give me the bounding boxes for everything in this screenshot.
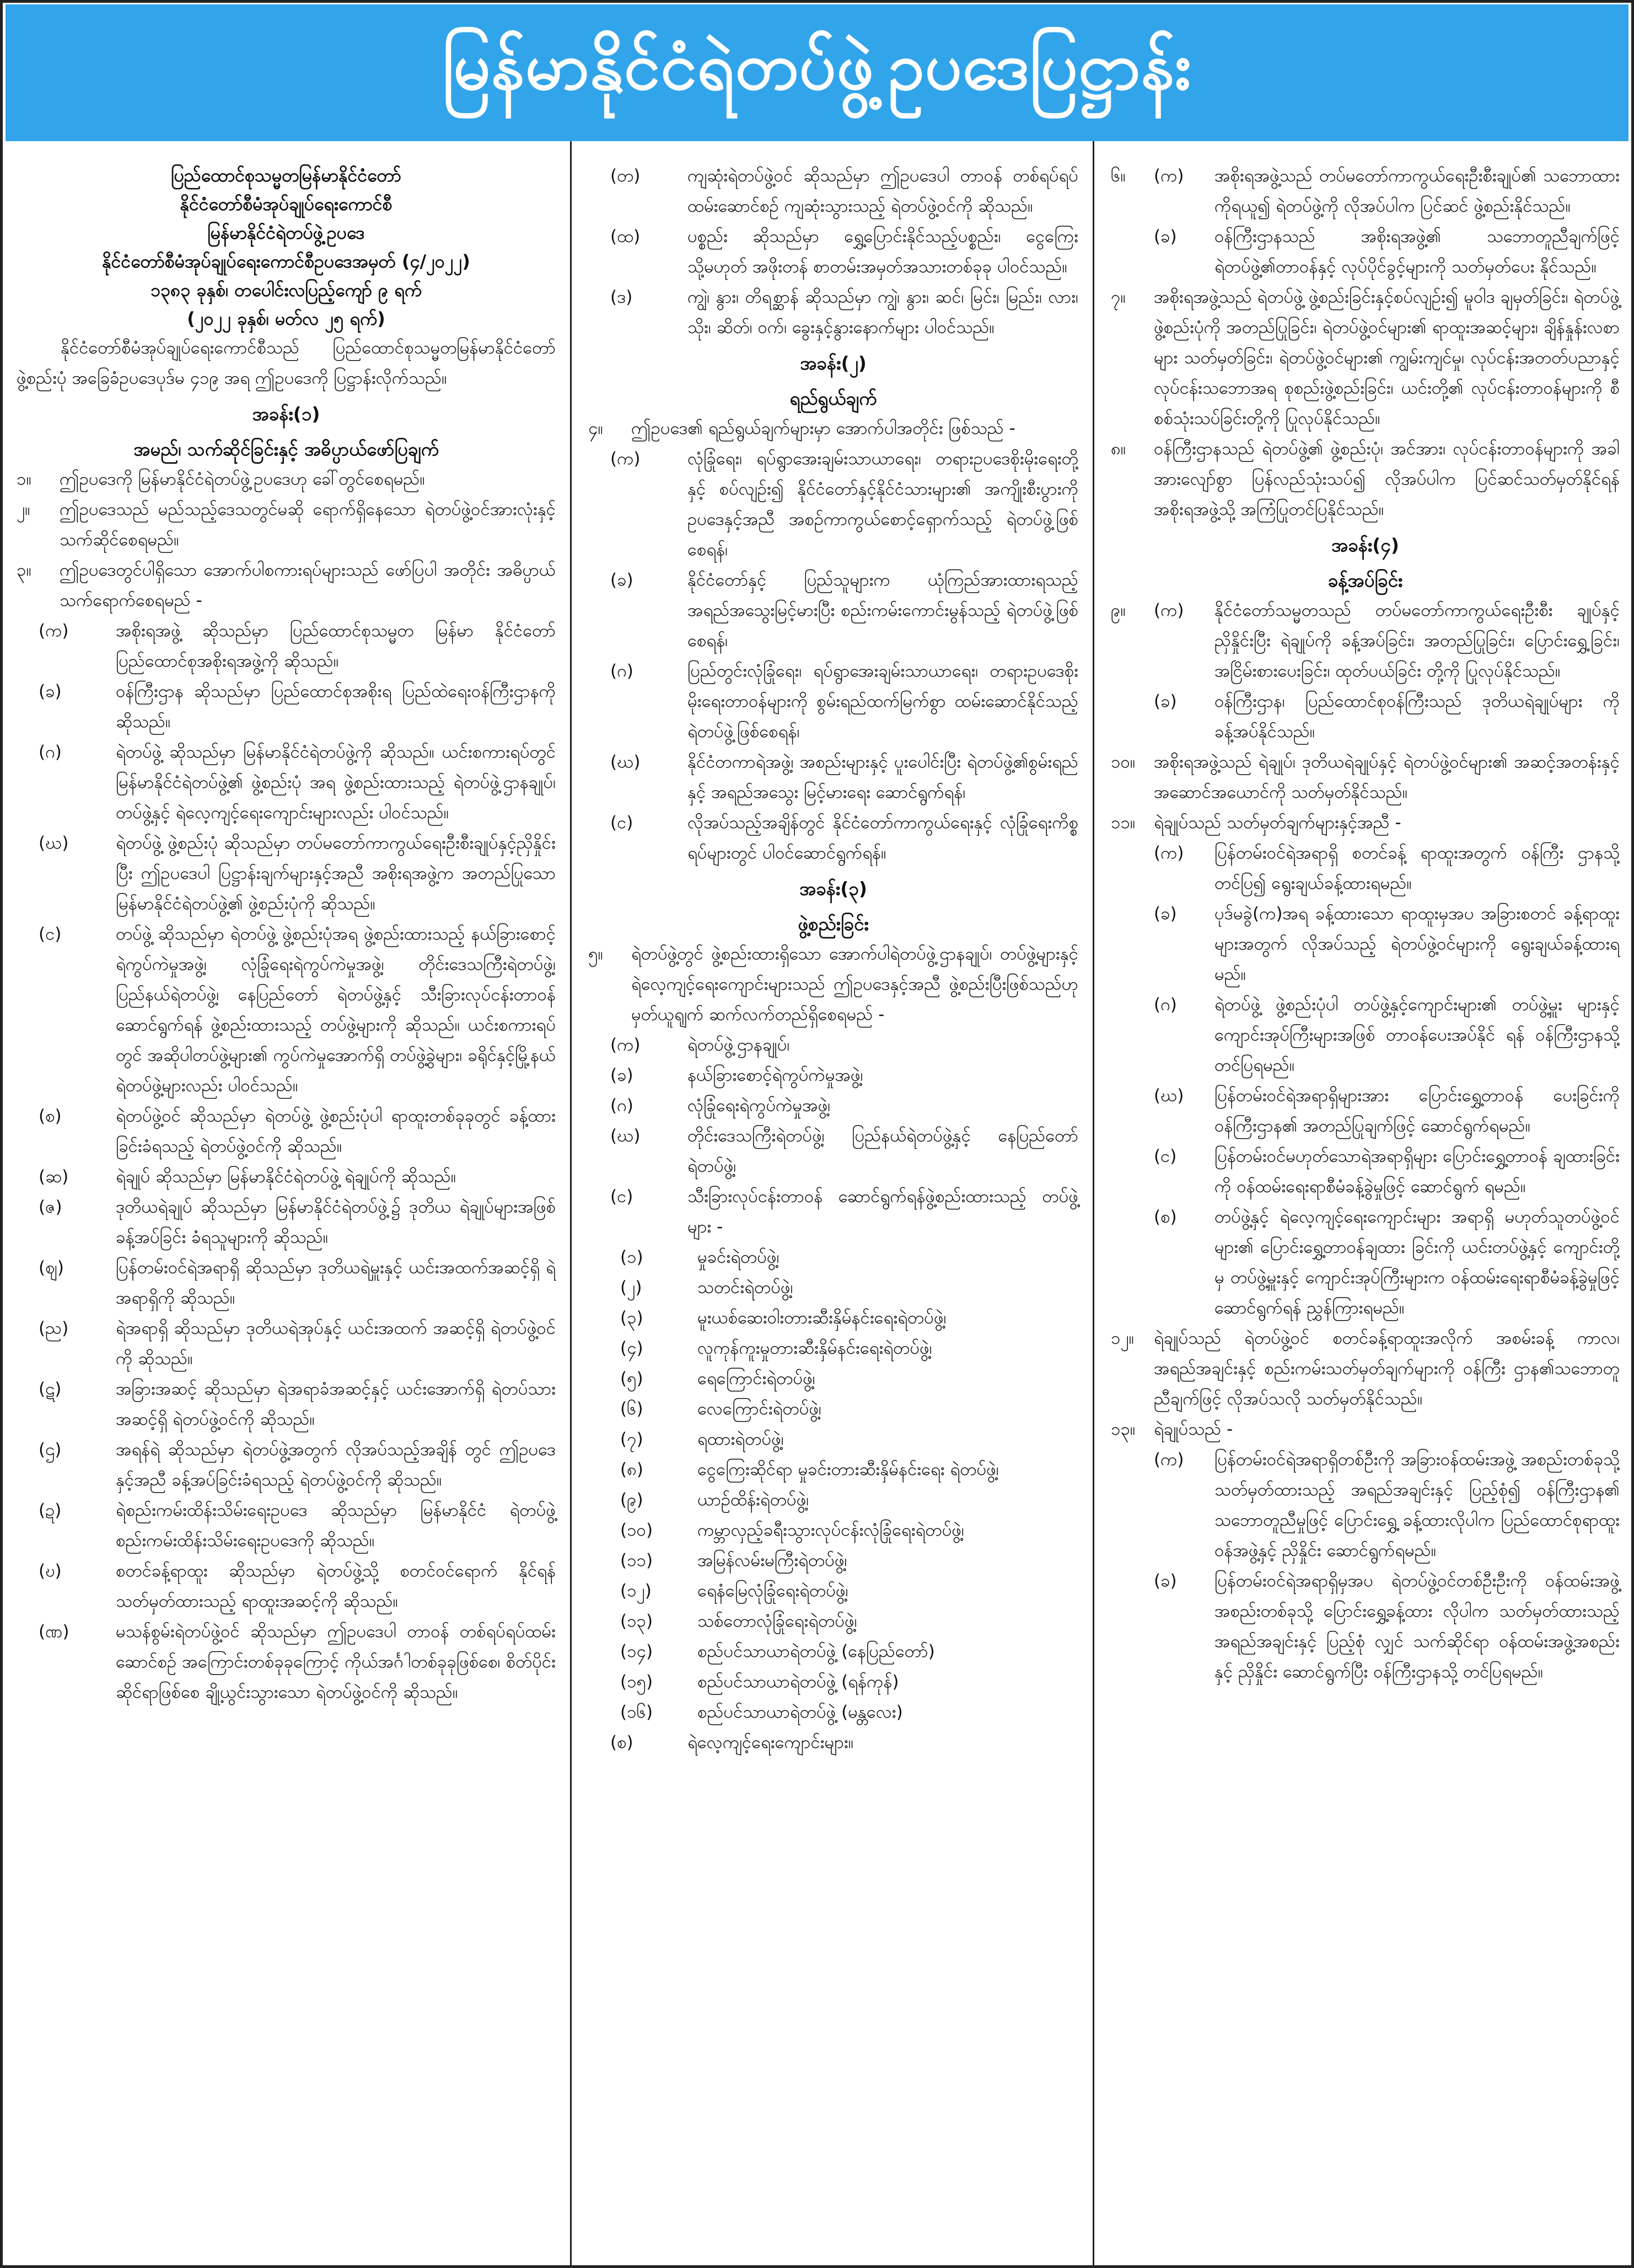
- item-text: ဒုတိယရဲချုပ် ဆိုသည်မှာ မြန်မာနိုင်ငံရဲတပ်ဖွဲ့၌ ဒုတိယ ရဲချုပ်များအဖြစ် ခန့်အပ်ခြင်း ခံရသူများကို ဆိုသည်။: [116, 1197, 556, 1247]
- item-label: (ဍ): [39, 1500, 62, 1520]
- unit-item: [588, 1394, 1078, 1424]
- item-label: (ဃ): [610, 1126, 641, 1146]
- chapter-4-title: ခန့်အပ်ခြင်း: [1327, 570, 1403, 591]
- unit-item: [588, 1515, 1078, 1546]
- definition-item: [17, 828, 556, 919]
- definition-item: [17, 1101, 556, 1162]
- section-number: ၂။: [17, 500, 30, 519]
- item-label: (ဃ): [1154, 1086, 1184, 1106]
- item-text: ပြည်တွင်းလုံခြုံရေး၊ ရပ်ရွာအေးချမ်းသာယာရေး၊ တရားဥပဒေစိုးမိုးရေးတာဝန်များကို စွမ်းရည်ထက်မြက်စွာ ထမ်းဆောင်နိုင်သည့် ရဲတပ်ဖွဲ့ဖြစ်စေရန်၊: [687, 661, 1078, 742]
- item-label: (ခ): [1154, 1571, 1177, 1591]
- definition-item: [17, 1313, 556, 1374]
- item-text: ဝန်ကြီးဌာန၊ ပြည်ထောင်စုဝန်ကြီးသည် ဒုတိယရဲချုပ်များ ကို ခန့်အပ်နိုင်သည်။: [1214, 691, 1620, 742]
- item-text: နိုင်ငံတော်နှင့် ပြည်သူများက ယုံကြည်အားထားရသည့် အရည်အသွေးမြင့်မားပြီး စည်းကမ်းကောင်းမွန်သည့် ရဲတပ်ဖွဲ့ဖြစ်စေရန်၊: [687, 570, 1078, 651]
- item-text: ရထားရဲတပ်ဖွဲ့၊: [697, 1429, 784, 1449]
- section-10: [1111, 747, 1620, 808]
- section-6-item: [1111, 222, 1620, 282]
- item-text: စတင်ခန့်ရာထူး ဆိုသည်မှာ ရဲတပ်ဖွဲ့သို့ စတင်ဝင်ရောက် နိုင်ရန် သတ်မှတ်ထားသည့် ရာထူးအဆင့်ကို ဆိုသည်။: [116, 1561, 556, 1611]
- unit-item: [588, 1333, 1078, 1364]
- header-line-5: ၁၃၈၃ ခုနှစ်၊ တပေါင်းလပြည့်ကျော် ၉ ရက်: [150, 280, 422, 301]
- definition-item: [17, 1192, 556, 1253]
- section-8: [1111, 434, 1620, 525]
- item-text: ငွေကြေးဆိုင်ရာ မှုခင်းတားဆီးနှိမ်နင်းရေး ရဲတပ်ဖွဲ့၊: [697, 1460, 999, 1479]
- section-number: ၃။: [17, 560, 31, 580]
- item-label: (ဂ): [610, 1096, 633, 1116]
- header-line-6: (၂၀၂၂ ခုနှစ်၊ မတ်လ ၂၅ ရက်): [187, 308, 385, 329]
- structure-item: [588, 1182, 1078, 1242]
- section-number: ၁။: [17, 469, 31, 489]
- column-2: [570, 141, 1093, 2265]
- item-label: (ဎ): [39, 1561, 62, 1581]
- item-label: (ဏ): [39, 1622, 69, 1642]
- item-label: (ဆ): [39, 1167, 69, 1187]
- section-11: [1111, 808, 1620, 838]
- section-2: [17, 495, 556, 555]
- section-number: ၉။: [1111, 600, 1126, 620]
- section-4: [588, 414, 1078, 444]
- definition-item: [17, 1435, 556, 1495]
- item-text: လေကြောင်းရဲတပ်ဖွဲ့၊: [697, 1399, 821, 1419]
- section-9: [1111, 596, 1620, 687]
- item-label: (ခ): [1154, 691, 1177, 711]
- header-line-4: နိုင်ငံတော်စီမံအုပ်ချုပ်ရေးကောင်စီဥပဒေအမှတ် (၄/၂၀၂၂): [102, 251, 470, 272]
- item-text: တပ်ဖွဲ့နှင့် ရဲလေ့ကျင့်ရေးကျောင်းများ အရာရှိ မဟုတ်သူတပ်ဖွဲ့ဝင်များ၏ ပြောင်းရွှေ့တာဝန်ချထား ခြင်းကို ယင်းတပ်ဖွဲ့နှင့် ကျောင်းတို့မှ တပ်ဖွဲ့မှူးနှင့် ကျောင်းအုပ်ကြီးများက ဝန်ထမ်းရေးရာစီမံခန့်ခွဲမှုဖြင့် ဆောင်ရွက်ရန် ညွှန်ကြားရမည်။: [1214, 1207, 1620, 1318]
- unit-item: [588, 1667, 1078, 1697]
- item-text: သတင်းရဲတပ်ဖွဲ့၊: [697, 1278, 793, 1297]
- item-text: သီးခြားလုပ်ငန်းတာဝန် ဆောင်ရွက်ရန်ဖွဲ့စည်းထားသည့် တပ်ဖွဲ့များ -: [687, 1187, 1078, 1237]
- definition-item: [17, 919, 556, 1101]
- item-label: (၁၀): [620, 1520, 653, 1540]
- item-label: (က): [610, 449, 641, 469]
- item-label: (၈): [620, 1460, 643, 1479]
- item-text: စည်ပင်သာယာရဲတပ်ဖွဲ့ (နေပြည်တော်): [697, 1642, 935, 1661]
- item-label: (၃): [620, 1308, 643, 1328]
- intro-paragraph: နိုင်ငံတော်စီမံအုပ်ချုပ်ရေးကောင်စီသည် ပြည်ထောင်စုသမ္မတမြန်မာနိုင်ငံတော် ဖွဲ့စည်းပုံ အခြေခံဥပဒေပုဒ်မ ၄၁၉ အရ ဤဥပဒေကို ပြဋ္ဌာန်းလိုက်သည်။: [17, 338, 556, 388]
- definition-item: [17, 1556, 556, 1617]
- section-number: ၈။: [1111, 439, 1126, 459]
- item-text: မှုခင်းရဲတပ်ဖွဲ့၊: [697, 1247, 780, 1267]
- item-text: ပြန်တမ်းဝင်ရဲအရာရှိမှအပ ရဲတပ်ဖွဲ့ဝင်တစ်ဦးဦးကို ဝန်ထမ်းအဖွဲ့အစည်းတစ်ခုသို့ ပြောင်းရွှေ့ခန့်ထား လိုပါက သတ်မှတ်ထားသည့် အရည်အချင်းနှင့် ပြည့်စုံ လျှင် သက်ဆိုင်ရာ ဝန်ထမ်းအဖွဲ့အစည်းနှင့် ညှိနှိုင်း ဆောင်ရွက်ပြီး ဝန်ကြီးဌာနသို့ တင်ပြရမည်။: [1214, 1571, 1620, 1682]
- item-label: (စ): [610, 1733, 633, 1752]
- item-text: လုံခြုံရေးရဲကွပ်ကဲမှုအဖွဲ့၊: [687, 1096, 831, 1116]
- section-number: ၆။: [1111, 166, 1126, 186]
- section-number: ၁၀။: [1111, 752, 1136, 772]
- item-text: ရေကြောင်းရဲတပ်ဖွဲ့၊: [697, 1369, 815, 1388]
- item-label: (၁): [620, 1247, 643, 1267]
- item-label: (ခ): [39, 682, 62, 701]
- item-text: တိုင်းဒေသကြီးရဲတပ်ဖွဲ့၊ ပြည်နယ်ရဲတပ်ဖွဲ့နှင့် နေပြည်တော်ရဲတပ်ဖွဲ့၊: [687, 1126, 1078, 1176]
- section-3: [17, 555, 556, 616]
- definition-item: [17, 616, 556, 677]
- item-label: (၁၃): [620, 1611, 653, 1631]
- header-line-1: ပြည်ထောင်စုသမ္မတမြန်မာနိုင်ငံတော်: [171, 165, 401, 186]
- definition-item: [17, 677, 556, 737]
- unit-item: [588, 1546, 1078, 1576]
- item-label: (ဂ): [610, 661, 633, 681]
- item-text: နိုင်ငံတကာရဲအဖွဲ့၊ အစည်းများနှင့် ပူးပေါင်းပြီး ရဲတပ်ဖွဲ့၏စွမ်းရည်နှင့် အရည်အသွေး မြင့်မားရေး ဆောင်ရွက်ရန်၊: [687, 752, 1078, 802]
- section-11-item: [1111, 899, 1620, 990]
- section-13: [1111, 1414, 1620, 1445]
- item-label: (က): [1154, 843, 1184, 863]
- item-label: (င): [39, 924, 62, 944]
- item-label: (၁၄): [620, 1642, 653, 1661]
- item-label: (ဂ): [1154, 995, 1177, 1015]
- item-label: (ဇ): [39, 1197, 62, 1217]
- item-label: (င): [1154, 1146, 1177, 1166]
- section-number: ၅။: [588, 944, 603, 964]
- unit-item: [588, 1455, 1078, 1485]
- unit-item: [588, 1273, 1078, 1303]
- item-text: ပြန်တမ်းဝင်ရဲအရာရှိ စတင်ခန့် ရာထူးအတွက် ဝန်ကြီး ဌာနသို့ တင်ပြ၍ ရွေးချယ်ခန့်ထားရမည်။: [1214, 843, 1620, 893]
- unit-item: [588, 1697, 1078, 1728]
- item-text: ရဲလေ့ကျင့်ရေးကျောင်းများ။: [687, 1733, 854, 1752]
- item-text: အရန်ရဲ ဆိုသည်မှာ ရဲတပ်ဖွဲ့အတွက် လိုအပ်သည့်အချိန် တွင် ဤဥပဒေနှင့်အညီ ခန့်အပ်ခြင်းခံရသည့် ရဲတပ်ဖွဲ့ဝင်ကို ဆိုသည်။: [116, 1440, 556, 1490]
- item-label: (၆): [620, 1399, 643, 1419]
- section-11-item: [1111, 990, 1620, 1081]
- item-text: ရဲတပ်ဖွဲ့ ဖွဲ့စည်းပုံ ဆိုသည်မှာ တပ်မတော်ကာကွယ်ရေးဦးစီးချုပ်နှင့်ညှိနှိုင်းပြီး ဤဥပဒေပါ ပြဋ္ဌာန်းချက်များနှင့်အညီ အစိုးရအဖွဲ့က အတည်ပြုသော မြန်မာနိုင်ငံရဲတပ်ဖွဲ့၏ ဖွဲ့စည်းပုံကို ဆိုသည်။: [116, 833, 556, 914]
- item-label: (၁၂): [620, 1581, 652, 1601]
- section-text: ဤဥပဒေ၏ ရည်ရွယ်ချက်များမှာ အောက်ပါအတိုင်း ဖြစ်သည် -: [631, 419, 1015, 438]
- item-text: စည်ပင်သာယာရဲတပ်ဖွဲ့ (မန္တလေး): [697, 1702, 903, 1722]
- section-6: [1111, 161, 1620, 222]
- section-text: အစိုးရအဖွဲ့သည် ရဲချုပ်၊ ဒုတိယရဲချုပ်နှင့် ရဲတပ်ဖွဲ့ဝင်များ၏ အဆင့်အတန်းနှင့် အဆောင်အယောင်ကို သတ်မှတ်နိုင်သည်။: [1154, 752, 1620, 802]
- unit-item: [588, 1637, 1078, 1667]
- unit-item: [588, 1606, 1078, 1637]
- item-label: (ဈ): [39, 1258, 64, 1278]
- section-5: [588, 939, 1078, 1030]
- section-text: ဤဥပဒေသည် မည်သည့်ဒေသတွင်မဆို ရောက်ရှိနေသော ရဲတပ်ဖွဲ့ဝင်အားလုံးနှင့် သက်ဆိုင်စေရမည်။: [60, 500, 556, 550]
- section-12: [1111, 1323, 1620, 1414]
- section-text: ဝန်ကြီးဌာနသည် ရဲတပ်ဖွဲ့၏ ဖွဲ့စည်းပုံ၊ အင်အား၊ လုပ်ငန်းတာဝန်များကို အခါအားလျော်စွာ ပြန်လည်သုံးသပ်၍ လိုအပ်ပါက ပြင်ဆင်သတ်မှတ်နိုင်ရန် အစိုးရအဖွဲ့သို့ အကြံပြုတင်ပြနိုင်သည်။: [1154, 439, 1620, 519]
- definition-item: [588, 222, 1078, 282]
- definition-item: [17, 737, 556, 828]
- item-label: (က): [610, 1035, 641, 1055]
- section-text: ဤဥပဒေတွင်ပါရှိသော အောက်ပါစကားရပ်များသည် ဖော်ပြပါ အတိုင်း အဓိပ္ပာယ်သက်ရောက်စေရမည် -: [60, 560, 556, 610]
- section-1: [17, 464, 556, 495]
- structure-item: [588, 1121, 1078, 1182]
- item-text: လူကုန်ကူးမှုတားဆီးနှိမ်နင်းရေးရဲတပ်ဖွဲ့၊: [697, 1338, 932, 1358]
- section-7: [1111, 282, 1620, 434]
- section-11-item: [1111, 1202, 1620, 1323]
- item-text: ကျွဲ၊ နွား၊ တိရစ္ဆာန် ဆိုသည်မှာ ကျွဲ၊ နွား၊ ဆင်၊ မြင်း၊ မြည်း၊ လား၊ သိုး၊ ဆိတ်၊ ဝက်၊ ခွေးနှင့်နွားနောက်များ ပါဝင်သည်။: [687, 287, 1078, 337]
- section-text: အစိုးရအဖွဲ့သည် ရဲတပ်ဖွဲ့ ဖွဲ့စည်းခြင်းနှင့်စပ်လျဉ်း၍ မူဝါဒ ချမှတ်ခြင်း၊ ရဲတပ်ဖွဲ့ ဖွဲ့စည်းပုံကို အတည်ပြုခြင်း၊ ရဲတပ်ဖွဲ့ဝင်များ၏ ရာထူးအဆင့်များ၊ ချိန်နှုန်းလစာများ သတ်မှတ်ခြင်း၊ ရဲတပ်ဖွဲ့ဝင်များ၏ ကျွမ်းကျင်မှု၊ လုပ်ငန်းအတတ်ပညာနှင့် လုပ်ငန်းသဘောအရ စုစည်းဖွဲ့စည်းခြင်း၊ ယင်းတို့၏ လုပ်ငန်းတာဝန်များကို စီစစ်သုံးသပ်ခြင်းတို့ကို ပြုလုပ်နိုင်သည်။: [1154, 287, 1620, 428]
- unit-item: [588, 1485, 1078, 1515]
- item-label: (က): [1154, 166, 1184, 186]
- item-label: (ခ): [610, 570, 633, 590]
- definition-item: [17, 1253, 556, 1313]
- item-text: ကမ္ဘာလှည့်ခရီးသွားလုပ်ငန်းလုံခြုံရေးရဲတပ်ဖွဲ့၊: [697, 1520, 964, 1540]
- definition-item: [588, 282, 1078, 343]
- item-label: (င): [610, 1187, 633, 1207]
- section-text: ဤဥပဒေကို မြန်မာနိုင်ငံရဲတပ်ဖွဲ့ဥပဒေဟု ခေါ်တွင်စေရမည်။: [60, 469, 425, 489]
- item-label: (ထ): [610, 227, 641, 246]
- chapter-1-number: အခန်း(၁): [252, 403, 320, 425]
- item-label: (တ): [610, 166, 641, 186]
- item-label: (က): [1154, 1450, 1184, 1470]
- item-label: (စ): [39, 1106, 62, 1126]
- item-text: မသန်စွမ်းရဲတပ်ဖွဲ့ဝင် ဆိုသည်မှာ ဤဥပဒေပါ တာဝန် တစ်ရပ်ရပ်ထမ်းဆောင်စဉ် အကြောင်းတစ်ခုခုကြောင့် ကိုယ်အင်္ဂါတစ်ခုခုဖြစ်စေ၊ စိတ်ပိုင်းဆိုင်ရာဖြစ်စေ ချို့ယွင်းသွားသော ရဲတပ်ဖွဲ့ဝင်ကို ဆိုသည်။: [116, 1622, 556, 1702]
- chapter-1-title: အမည်၊ သက်ဆိုင်ခြင်းနှင့် အဓိပ္ပာယ်ဖော်ပြချက်: [133, 438, 439, 460]
- chapter-2-number: အခန်း(၂): [800, 352, 867, 374]
- item-label: (၉): [620, 1490, 643, 1510]
- item-label: (င): [610, 813, 633, 833]
- unit-item: [588, 1424, 1078, 1455]
- item-label: (ဋ): [39, 1379, 62, 1399]
- item-text: ရေနံမြေလုံခြုံရေးရဲတပ်ဖွဲ့၊: [697, 1581, 848, 1601]
- objective-item: [588, 808, 1078, 868]
- item-text: သစ်တောလုံခြုံရေးရဲတပ်ဖွဲ့၊: [697, 1611, 857, 1631]
- item-label: (ခ): [1154, 227, 1177, 246]
- item-text: ကျဆုံးရဲတပ်ဖွဲ့ဝင် ဆိုသည်မှာ ဤဥပဒေပါ တာဝန် တစ်ရပ်ရပ်ထမ်းဆောင်စဉ် ကျဆုံးသွားသည့် ရဲတပ်ဖွဲ့ဝင်ကို ဆိုသည်။: [687, 166, 1078, 216]
- section-13-item: [1111, 1445, 1620, 1566]
- item-label: (၁၆): [620, 1702, 653, 1722]
- section-text: ရဲချုပ်သည် သတ်မှတ်ချက်များနှင့်အညီ -: [1154, 813, 1401, 833]
- structure-item: [588, 1030, 1078, 1060]
- item-label: (၅): [620, 1369, 643, 1388]
- objective-item: [588, 565, 1078, 656]
- item-text: ပြန်တမ်းဝင်ရဲအရာရှိတစ်ဦးကို အခြားဝန်ထမ်းအဖွဲ့ အစည်းတစ်ခုသို့ သတ်မှတ်ထားသည့် အရည်အချင်းနှင့် ပြည့်စုံ၍ ဝန်ကြီးဌာန၏ သဘောတူညီမှုဖြင့် ပြောင်းရွှေ့ ခန့်ထားလိုပါက ပြည်ထောင်စုရာထူးဝန်အဖွဲ့နှင့် ညှိနှိုင်း ဆောင်ရွက်ရမည်။: [1214, 1450, 1620, 1561]
- section-11-item: [1111, 838, 1620, 899]
- definition-item: [17, 1162, 556, 1192]
- unit-item: [588, 1242, 1078, 1273]
- objective-item: [588, 444, 1078, 565]
- item-text: ရဲတပ်ဖွဲ့ ဆိုသည်မှာ မြန်မာနိုင်ငံရဲတပ်ဖွဲ့ကို ဆိုသည်။ ယင်းစကားရပ်တွင် မြန်မာနိုင်ငံရဲတပ်ဖွဲ့၏ ဖွဲ့စည်းပုံ အရ ဖွဲ့စည်းထားသည့် ရဲတပ်ဖွဲ့ဌာနချုပ်၊ တပ်ဖွဲ့နှင့် ရဲလေ့ကျင့်ရေးကျောင်းများလည်း ပါဝင်သည်။: [116, 742, 556, 823]
- chapter-4-number: အခန်း(၄): [1331, 534, 1400, 556]
- item-label: (ဃ): [39, 833, 69, 853]
- item-text: ပစ္စည်း ဆိုသည်မှာ ရွှေ့ပြောင်းနိုင်သည့်ပစ္စည်း၊ ငွေကြေး သို့မဟုတ် အဖိုးတန် စာတမ်းအမှတ်အသားတစ်ခုခု ပါဝင်သည်။: [687, 227, 1078, 277]
- item-text: ပုဒ်မခွဲ(က)အရ ခန့်ထားသော ရာထူးမှအပ အခြားစတင် ခန့်ရာထူးများအတွက် လိုအပ်သည့် ရဲတပ်ဖွဲ့ဝင်များကို ရွေးချယ်ခန့်ထားရမည်။: [1214, 904, 1620, 984]
- item-label: (၄): [620, 1338, 643, 1358]
- item-text: အစိုးရအဖွဲ့ ဆိုသည်မှာ ပြည်ထောင်စုသမ္မတ မြန်မာ နိုင်ငံတော် ပြည်ထောင်စုအစိုးရအဖွဲ့ကို ဆိုသည်။: [116, 621, 556, 671]
- item-text: လုံခြုံရေး၊ ရပ်ရွာအေးချမ်းသာယာရေး၊ တရားဥပဒေစိုးမိုးရေးတို့နှင့် စပ်လျဉ်း၍ နိုင်ငံတော်နှင့်နိုင်ငံသားများ၏ အကျိုးစီးပွားကို ဥပဒေနှင့်အညီ အစဉ်ကာကွယ်စောင့်ရှောက်သည့် ရဲတပ်ဖွဲ့ဖြစ်စေရန်၊: [687, 449, 1078, 560]
- item-text: ရဲစည်းကမ်းထိန်းသိမ်းရေးဥပဒေ ဆိုသည်မှာ မြန်မာနိုင်ငံ ရဲတပ်ဖွဲ့စည်းကမ်းထိန်းသိမ်းရေးဥပဒေကို ဆိုသည်။: [116, 1500, 556, 1551]
- item-text: နိုင်ငံတော်သမ္မတသည် တပ်မတော်ကာကွယ်ရေးဦးစီး ချုပ်နှင့်ညှိနှိုင်းပြီး ရဲချုပ်ကို ခန့်အပ်ခြင်း၊ အတည်ပြုခြင်း၊ ပြောင်းရွှေ့ခြင်း၊ အငြိမ်းစားပေးခြင်း၊ ထုတ်ပယ်ခြင်း တို့ကို ပြုလုပ်နိုင်သည်။: [1214, 600, 1620, 681]
- item-label: (ည): [39, 1318, 69, 1338]
- definition-item: [17, 1495, 556, 1556]
- columns: [0, 141, 1634, 2265]
- title-banner: [6, 4, 1628, 141]
- item-text: မူးယစ်ဆေးဝါးတားဆီးနှိမ်နင်းရေးရဲတပ်ဖွဲ့၊: [697, 1308, 947, 1328]
- item-text: ပြန်တမ်းဝင်ရဲအရာရှိများအား ပြောင်းရွှေ့တာဝန် ပေးခြင်းကို ဝန်ကြီးဌာန၏ အတည်ပြုချက်ဖြင့် ဆောင်ရွက်ရမည်။: [1214, 1086, 1620, 1136]
- definition-item: [17, 1374, 556, 1435]
- header-line-2: နိုင်ငံတော်စီမံအုပ်ချုပ်ရေးကောင်စီ: [180, 194, 393, 215]
- item-label: (ခ): [1154, 904, 1177, 924]
- item-label: (၁၅): [620, 1672, 653, 1692]
- item-label: (ဌ): [39, 1440, 62, 1460]
- item-text: ဝန်ကြီးဌာနသည် အစိုးရအဖွဲ့၏ သဘောတူညီချက်ဖြင့် ရဲတပ်ဖွဲ့၏တာဝန်နှင့် လုပ်ပိုင်ခွင့်များကို သတ်မှတ်ပေး နိုင်သည်။: [1214, 227, 1620, 277]
- item-text: ရဲတပ်ဖွဲ့ဝင် ဆိုသည်မှာ ရဲတပ်ဖွဲ့ ဖွဲ့စည်းပုံပါ ရာထူးတစ်ခုခုတွင် ခန့်ထားခြင်းခံရသည့် ရဲတပ်ဖွဲ့ဝင်ကို ဆိုသည်။: [116, 1106, 556, 1156]
- chapter-3-number: အခန်း(၃): [799, 878, 868, 899]
- item-label: (က): [1154, 600, 1184, 620]
- item-text: ပြန်တမ်းဝင်ရဲအရာရှိ ဆိုသည်မှာ ဒုတိယရဲမှူးနှင့် ယင်းအထက်အဆင့်ရှိ ရဲအရာရှိကို ဆိုသည်။: [116, 1258, 556, 1308]
- page-title: မြန်မာနိုင်ငံရဲတပ်ဖွဲ့ဥပဒေပြဋ္ဌာန်း: [442, 28, 1192, 104]
- item-text: လိုအပ်သည့်အချိန်တွင် နိုင်ငံတော်ကာကွယ်ရေးနှင့် လုံခြုံရေးကိစ္စရပ်များတွင် ပါဝင်ဆောင်ရွက်ရန်။: [687, 813, 1078, 863]
- structure-item: [588, 1728, 1078, 1758]
- chapter-3-title: ဖွဲ့စည်းခြင်း: [798, 913, 869, 935]
- item-label: (ဃ): [610, 752, 641, 772]
- item-text: တပ်ဖွဲ့ ဆိုသည်မှာ ရဲတပ်ဖွဲ့ ဖွဲ့စည်းပုံအရ ဖွဲ့စည်းထားသည့် နယ်ခြားစောင့်ရဲကွပ်ကဲမှုအဖွဲ့၊ လုံခြုံရေးရဲကွပ်ကဲမှုအဖွဲ့၊ တိုင်းဒေသကြီးရဲတပ်ဖွဲ့၊ ပြည်နယ်ရဲတပ်ဖွဲ့၊ နေပြည်တော် ရဲတပ်ဖွဲ့နှင့် သီးခြားလုပ်ငန်းတာဝန် ဆောင်ရွက်ရန် ဖွဲ့စည်းထားသည့် တပ်ဖွဲ့များကို ဆိုသည်။ ယင်းစကားရပ်တွင် အဆိုပါတပ်ဖွဲ့များ၏ ကွပ်ကဲမှုအောက်ရှိ တပ်ဖွဲ့ခွဲများ၊ ခရိုင်နှင့်မြို့နယ် ရဲတပ်ဖွဲ့များလည်း ပါဝင်သည်။: [116, 924, 556, 1096]
- item-label: (က): [39, 621, 69, 641]
- section-number: ၁၂။: [1111, 1328, 1135, 1348]
- objective-item: [588, 747, 1078, 808]
- item-text: ရဲချုပ် ဆိုသည်မှာ မြန်မာနိုင်ငံရဲတပ်ဖွဲ့ ရဲချုပ်ကို ဆိုသည်။: [116, 1167, 456, 1187]
- column-1: [0, 141, 570, 2265]
- unit-item: [588, 1364, 1078, 1394]
- definition-item: [17, 1617, 556, 1708]
- section-number: ၁၃။: [1111, 1419, 1136, 1439]
- chapter-2-title: ရည်ရွယ်ချက်: [789, 388, 877, 409]
- objective-item: [588, 656, 1078, 747]
- unit-item: [588, 1576, 1078, 1606]
- item-label: (၇): [620, 1429, 643, 1449]
- item-text: ရဲအရာရှိ ဆိုသည်မှာ ဒုတိယရဲအုပ်နှင့် ယင်းအထက် အဆင့်ရှိ ရဲတပ်ဖွဲ့ဝင်ကို ဆိုသည်။: [116, 1318, 556, 1369]
- structure-item: [588, 1091, 1078, 1121]
- item-text: နယ်ခြားစောင့်ရဲကွပ်ကဲမှုအဖွဲ့၊: [687, 1065, 863, 1085]
- section-number: ၄။: [588, 419, 603, 438]
- section-text: ရဲတပ်ဖွဲ့တွင် ဖွဲ့စည်းထားရှိသော အောက်ပါရဲတပ်ဖွဲ့ဌာနချုပ်၊ တပ်ဖွဲ့များနှင့် ရဲလေ့ကျင့်ရေးကျောင်းများသည် ဤဥပဒေနှင့်အညီ ဖွဲ့စည်းပြီးဖြစ်သည်ဟု မှတ်ယူရျက် ဆက်လက်တည်ရှိစေရမည် -: [631, 944, 1078, 1025]
- item-text: ယာဉ်ထိန်းရဲတပ်ဖွဲ့၊: [697, 1490, 809, 1510]
- unit-item: [588, 1303, 1078, 1333]
- item-text: အစိုးရအဖွဲ့သည် တပ်မတော်ကာကွယ်ရေးဦးစီးချုပ်၏ သဘောထားကိုရယူ၍ ရဲတပ်ဖွဲ့ကို လိုအပ်ပါက ပြင်ဆင် ဖွဲ့စည်းနိုင်သည်။: [1214, 166, 1620, 216]
- item-text: ပြန်တမ်းဝင်မဟုတ်သောရဲအရာရှိများ ပြောင်းရွှေ့တာဝန် ချထားခြင်းကို ဝန်ထမ်းရေးရာစီမံခန့်ခွဲမှုဖြင့် ဆောင်ရွက် ရမည်။: [1214, 1146, 1620, 1197]
- item-text: ရဲတပ်ဖွဲ့ဌာနချုပ်၊: [687, 1035, 790, 1055]
- item-text: ဝန်ကြီးဌာန ဆိုသည်မှာ ပြည်ထောင်စုအစိုးရ ပြည်ထဲရေးဝန်ကြီးဌာနကို ဆိုသည်။: [116, 682, 556, 732]
- item-label: (ဒ): [610, 287, 633, 307]
- item-text: အခြားအဆင့် ဆိုသည်မှာ ရဲအရာခံအဆင့်နှင့် ယင်းအောက်ရှိ ရဲတပ်သားအဆင့်ရှိ ရဲတပ်ဖွဲ့ဝင်ကို ဆိုသည်။: [116, 1379, 556, 1429]
- section-11-item: [1111, 1141, 1620, 1202]
- definition-item: [588, 161, 1078, 222]
- section-13-item: [1111, 1566, 1620, 1687]
- item-label: (၂): [620, 1278, 642, 1297]
- column-3: [1093, 141, 1634, 2265]
- header-line-3: မြန်မာနိုင်ငံရဲတပ်ဖွဲ့ဥပဒေ: [207, 222, 365, 243]
- item-label: (၁၁): [620, 1551, 653, 1570]
- section-number: ၇။: [1111, 287, 1126, 307]
- section-text: ရဲချုပ်သည် -: [1154, 1419, 1233, 1439]
- item-label: (ဂ): [39, 742, 62, 762]
- item-text: အမြန်လမ်းမကြီးရဲတပ်ဖွဲ့၊: [697, 1551, 847, 1570]
- section-11-item: [1111, 1081, 1620, 1141]
- section-9-item: [1111, 687, 1620, 747]
- item-label: (စ): [1154, 1207, 1177, 1227]
- item-text: စည်ပင်သာယာရဲတပ်ဖွဲ့ (ရန်ကုန်): [697, 1672, 899, 1692]
- section-number: ၁၁။: [1111, 813, 1136, 833]
- item-text: ရဲတပ်ဖွဲ့ ဖွဲ့စည်းပုံပါ တပ်ဖွဲ့နှင့်ကျောင်းများ၏ တပ်ဖွဲ့မှူး များနှင့်ကျောင်းအုပ်ကြီးများအဖြစ် တာဝန်ပေးအပ်နိုင် ရန် ဝန်ကြီးဌာနသို့ တင်ပြရမည်။: [1214, 995, 1620, 1075]
- item-label: (ခ): [610, 1065, 633, 1085]
- section-text: ရဲချုပ်သည် ရဲတပ်ဖွဲ့ဝင် စတင်ခန့်ရာထူးအလိုက် အစမ်းခန့် ကာလ၊ အရည်အချင်းနှင့် စည်းကမ်းသတ်မှတ်ချက်များကို ဝန်ကြီး ဌာန၏သဘောတူညီချက်ဖြင့် လိုအပ်သလို သတ်မှတ်နိုင်သည်။: [1154, 1328, 1620, 1409]
- structure-item: [588, 1060, 1078, 1091]
